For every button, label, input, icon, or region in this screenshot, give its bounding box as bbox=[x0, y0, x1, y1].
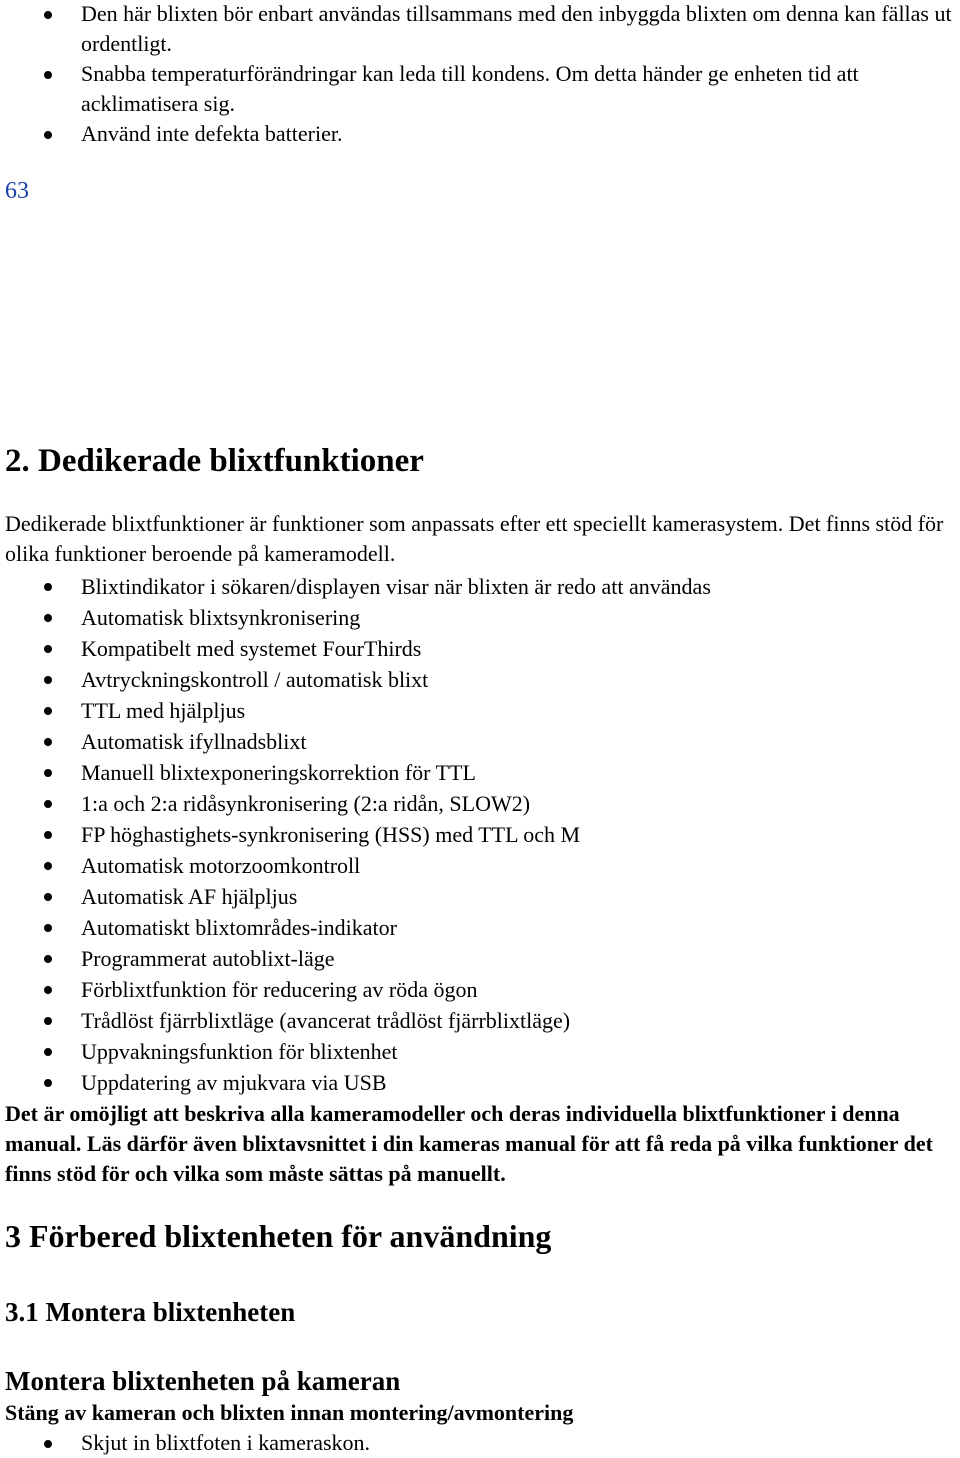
list-item: Automatiskt blixtområdes-indikator bbox=[0, 912, 960, 943]
features-bullet-list bbox=[0, 571, 960, 1098]
list-item: Automatisk ifyllnadsblixt bbox=[0, 726, 960, 757]
list-item: Uppvakningsfunktion för blixtenhet bbox=[0, 1036, 960, 1067]
list-item: TTL med hjälpljus bbox=[0, 695, 960, 726]
topic-heading: Montera blixtenheten på kameran bbox=[5, 1366, 401, 1396]
mount-steps-list bbox=[0, 1428, 960, 1458]
instruction-text: Stäng av kameran och blixten innan montering/avmontering bbox=[5, 1400, 574, 1425]
section-3-heading: 3 Förbered blixtenheten för användning bbox=[5, 1218, 552, 1254]
list-item: Kompatibelt med systemet FourThirds bbox=[0, 633, 960, 664]
section-2-heading: 2. Dedikerade blixtfunktioner bbox=[5, 443, 424, 479]
list-item: Avtryckningskontroll / automatisk blixt bbox=[0, 664, 960, 695]
list-item: Den här blixten bör enbart användas tillsammans med den inbyggda blixten om denna kan fällas ut ordentligt. bbox=[0, 0, 960, 59]
list-item: FP höghastighets-synkronisering (HSS) med TTL och M bbox=[0, 819, 960, 850]
list-item: Snabba temperaturförändringar kan leda till kondens. Om detta händer ge enheten tid att acklimatisera sig. bbox=[0, 59, 960, 119]
list-item: Programmerat autoblixt-läge bbox=[0, 943, 960, 974]
section-3-1-heading: 3.1 Montera blixtenheten bbox=[5, 1297, 296, 1327]
section-2-paragraph: Dedikerade blixtfunktioner är funktioner som anpassats efter ett speciellt kamerasystem. Det finns stöd för olika funktioner beroende på kameramodell. bbox=[5, 511, 944, 566]
list-item: Trådlöst fjärrblixtläge (avancerat trådlöst fjärrblixtläge) bbox=[0, 1005, 960, 1036]
list-item: Manuell blixtexponeringskorrektion för TTL bbox=[0, 757, 960, 788]
intro-bullet-list bbox=[0, 0, 960, 149]
list-item: Uppdatering av mjukvara via USB bbox=[0, 1067, 960, 1098]
list-item: 1:a och 2:a ridåsynkronisering (2:a ridån, SLOW2) bbox=[0, 788, 960, 819]
manual-note: Det är omöjligt att beskriva alla kameramodeller och deras individuella blixtfunktioner i denna manual. Läs därför även blixtavsnittet i din kameras manual för att få reda på vilka funktioner det finns stöd för och vilka som måste sättas på manuellt. bbox=[5, 1101, 933, 1186]
list-item: Automatisk blixtsynkronisering bbox=[0, 602, 960, 633]
list-item: Förblixtfunktion för reducering av röda ögon bbox=[0, 974, 960, 1005]
list-item: Blixtindikator i sökaren/displayen visar när blixten är redo att användas bbox=[0, 571, 960, 602]
list-item: Automatisk motorzoomkontroll bbox=[0, 850, 960, 881]
list-item: Automatisk AF hjälpljus bbox=[0, 881, 960, 912]
list-item: Skjut in blixtfoten i kameraskon. bbox=[0, 1428, 960, 1458]
list-item: Använd inte defekta batterier. bbox=[0, 119, 960, 149]
page-number: 63 bbox=[5, 178, 29, 204]
